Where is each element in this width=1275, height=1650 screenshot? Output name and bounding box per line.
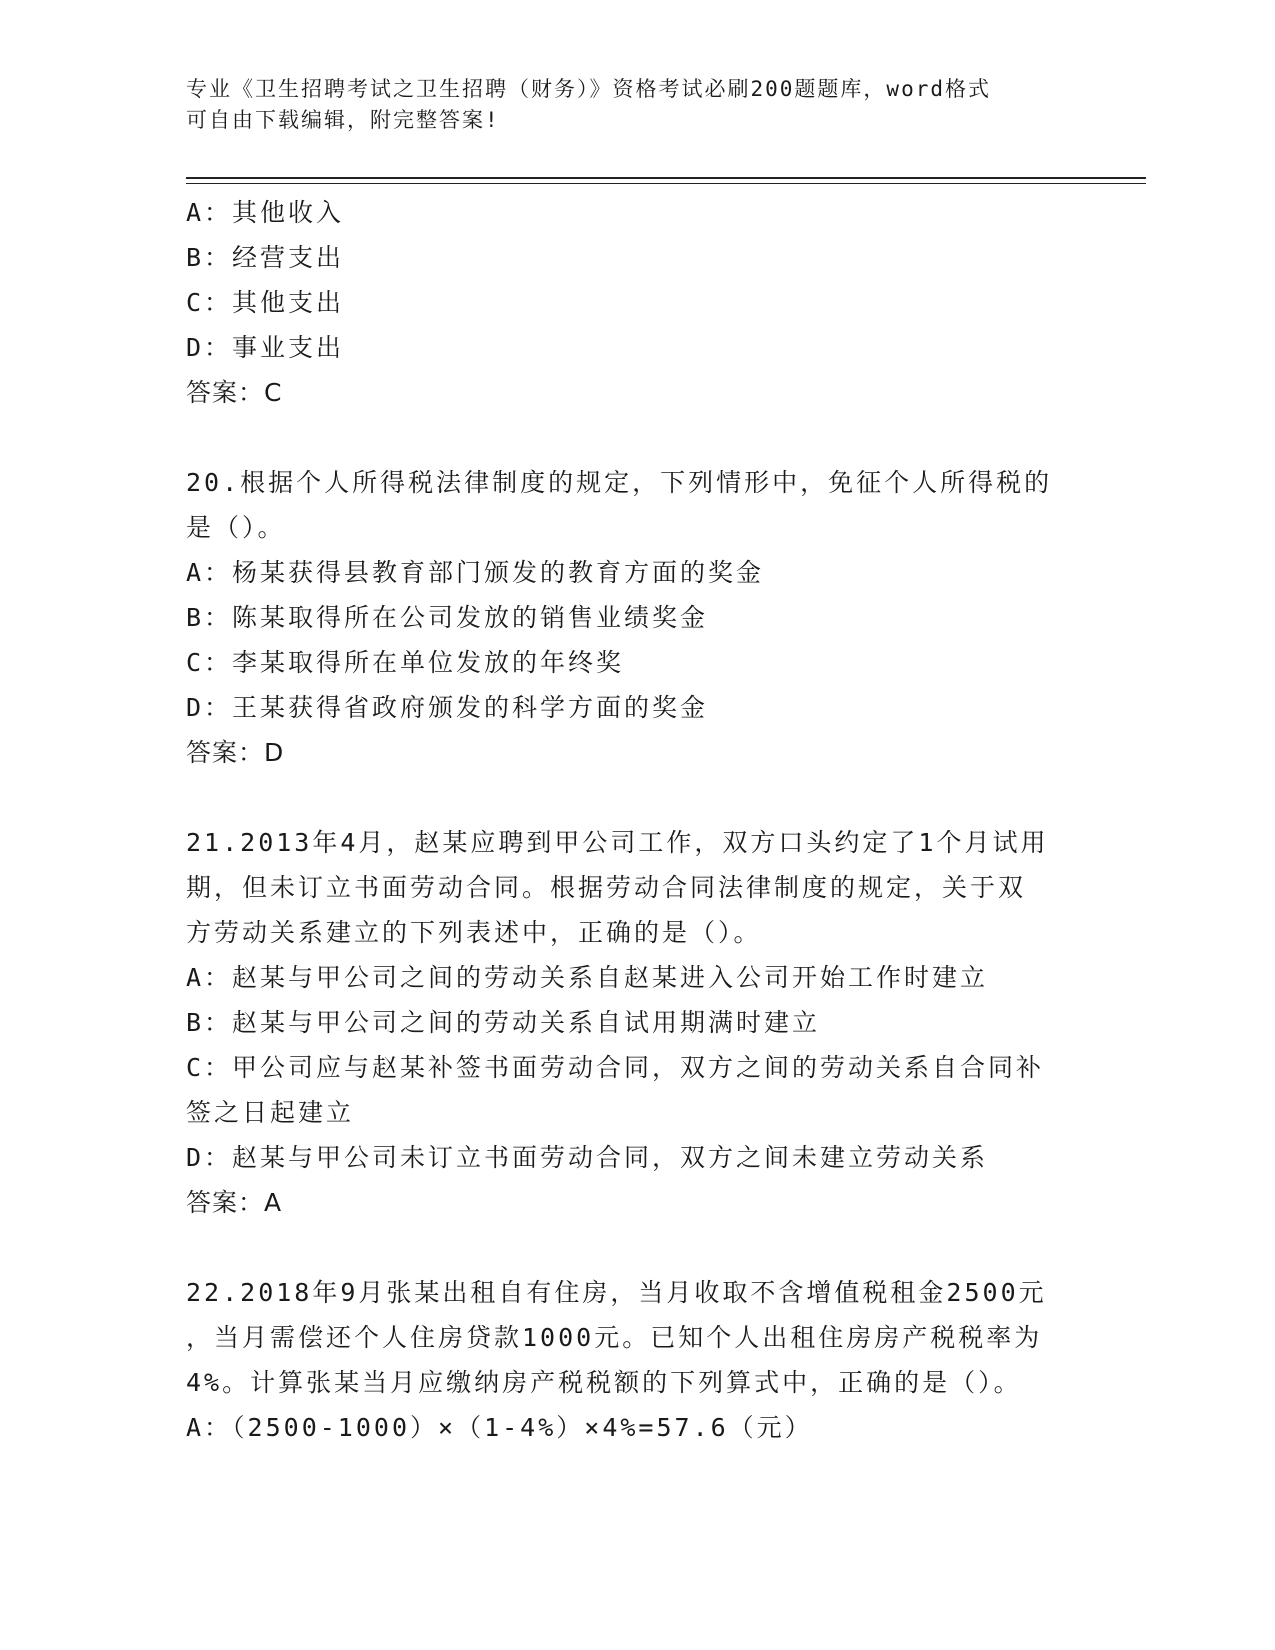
q22-stem-line-2: ，当月需偿还个人住房贷款1000元。已知个人出租住房房产税税率为 [186,1323,1043,1352]
q19-option-a: A：其他收入 [186,198,345,227]
header-title-line-1: 专业《卫生招聘考试之卫生招聘（财务）》资格考试必刷200题题库，word格式 [186,77,991,101]
q21-stem-line-1: 21.2013年4月，赵某应聘到甲公司工作，双方口头约定了1个月试用 [186,828,1049,857]
question-21 [186,820,1086,1225]
q20-answer: 答案：D [186,738,285,767]
q21-option-c-line-1: C：甲公司应与赵某补签书面劳动合同，双方之间的劳动关系自合同补 [186,1053,1045,1082]
q19-option-b: B：经营支出 [186,243,345,272]
question-list [186,190,1086,1450]
q21-answer: 答案：A [186,1188,283,1217]
document-header [186,74,1066,136]
header-title-line-2: 可自由下载编辑，附完整答案! [186,108,500,132]
q20-option-b: B：陈某取得所在公司发放的销售业绩奖金 [186,603,709,632]
q22-option-a: A：（2500-1000）×（1-4%）×4%=57.6（元） [186,1413,813,1442]
q20-option-d: D：王某获得省政府颁发的科学方面的奖金 [186,693,709,722]
q20-stem-line-2: 是（）。 [186,513,286,542]
question-gap [186,775,1086,820]
q21-stem-line-3: 方劳动关系建立的下列表述中，正确的是（）。 [186,918,762,947]
header-divider-thin [186,183,1146,184]
q19-option-c: C：其他支出 [186,288,345,317]
q20-option-a: A：杨某获得县教育部门颁发的教育方面的奖金 [186,558,765,587]
q22-stem-line-1: 22.2018年9月张某出租自有住房，当月收取不含增值税租金2500元 [186,1278,1047,1307]
q22-stem-line-3: 4%。计算张某当月应缴纳房产税税额的下列算式中，正确的是（）。 [186,1368,1022,1397]
question-22 [186,1270,1086,1450]
q19-option-d: D：事业支出 [186,333,345,362]
q21-option-b: B：赵某与甲公司之间的劳动关系自试用期满时建立 [186,1008,821,1037]
q21-option-d: D：赵某与甲公司未订立书面劳动合同，双方之间未建立劳动关系 [186,1143,989,1172]
q19-answer: 答案：C [186,378,283,407]
q21-option-c-line-2: 签之日起建立 [186,1098,355,1127]
question-gap [186,1225,1086,1270]
question-19-options [186,190,1086,415]
q20-stem-line-1: 20.根据个人所得税法律制度的规定，下列情形中，免征个人所得税的 [186,468,1053,497]
header-divider-thick [186,177,1146,179]
q20-option-c: C：李某取得所在单位发放的年终奖 [186,648,625,677]
q21-stem-line-2: 期，但未订立书面劳动合同。根据劳动合同法律制度的规定，关于双 [186,873,1027,902]
q21-option-a: A：赵某与甲公司之间的劳动关系自赵某进入公司开始工作时建立 [186,963,989,992]
question-20 [186,460,1086,775]
question-gap [186,415,1086,460]
